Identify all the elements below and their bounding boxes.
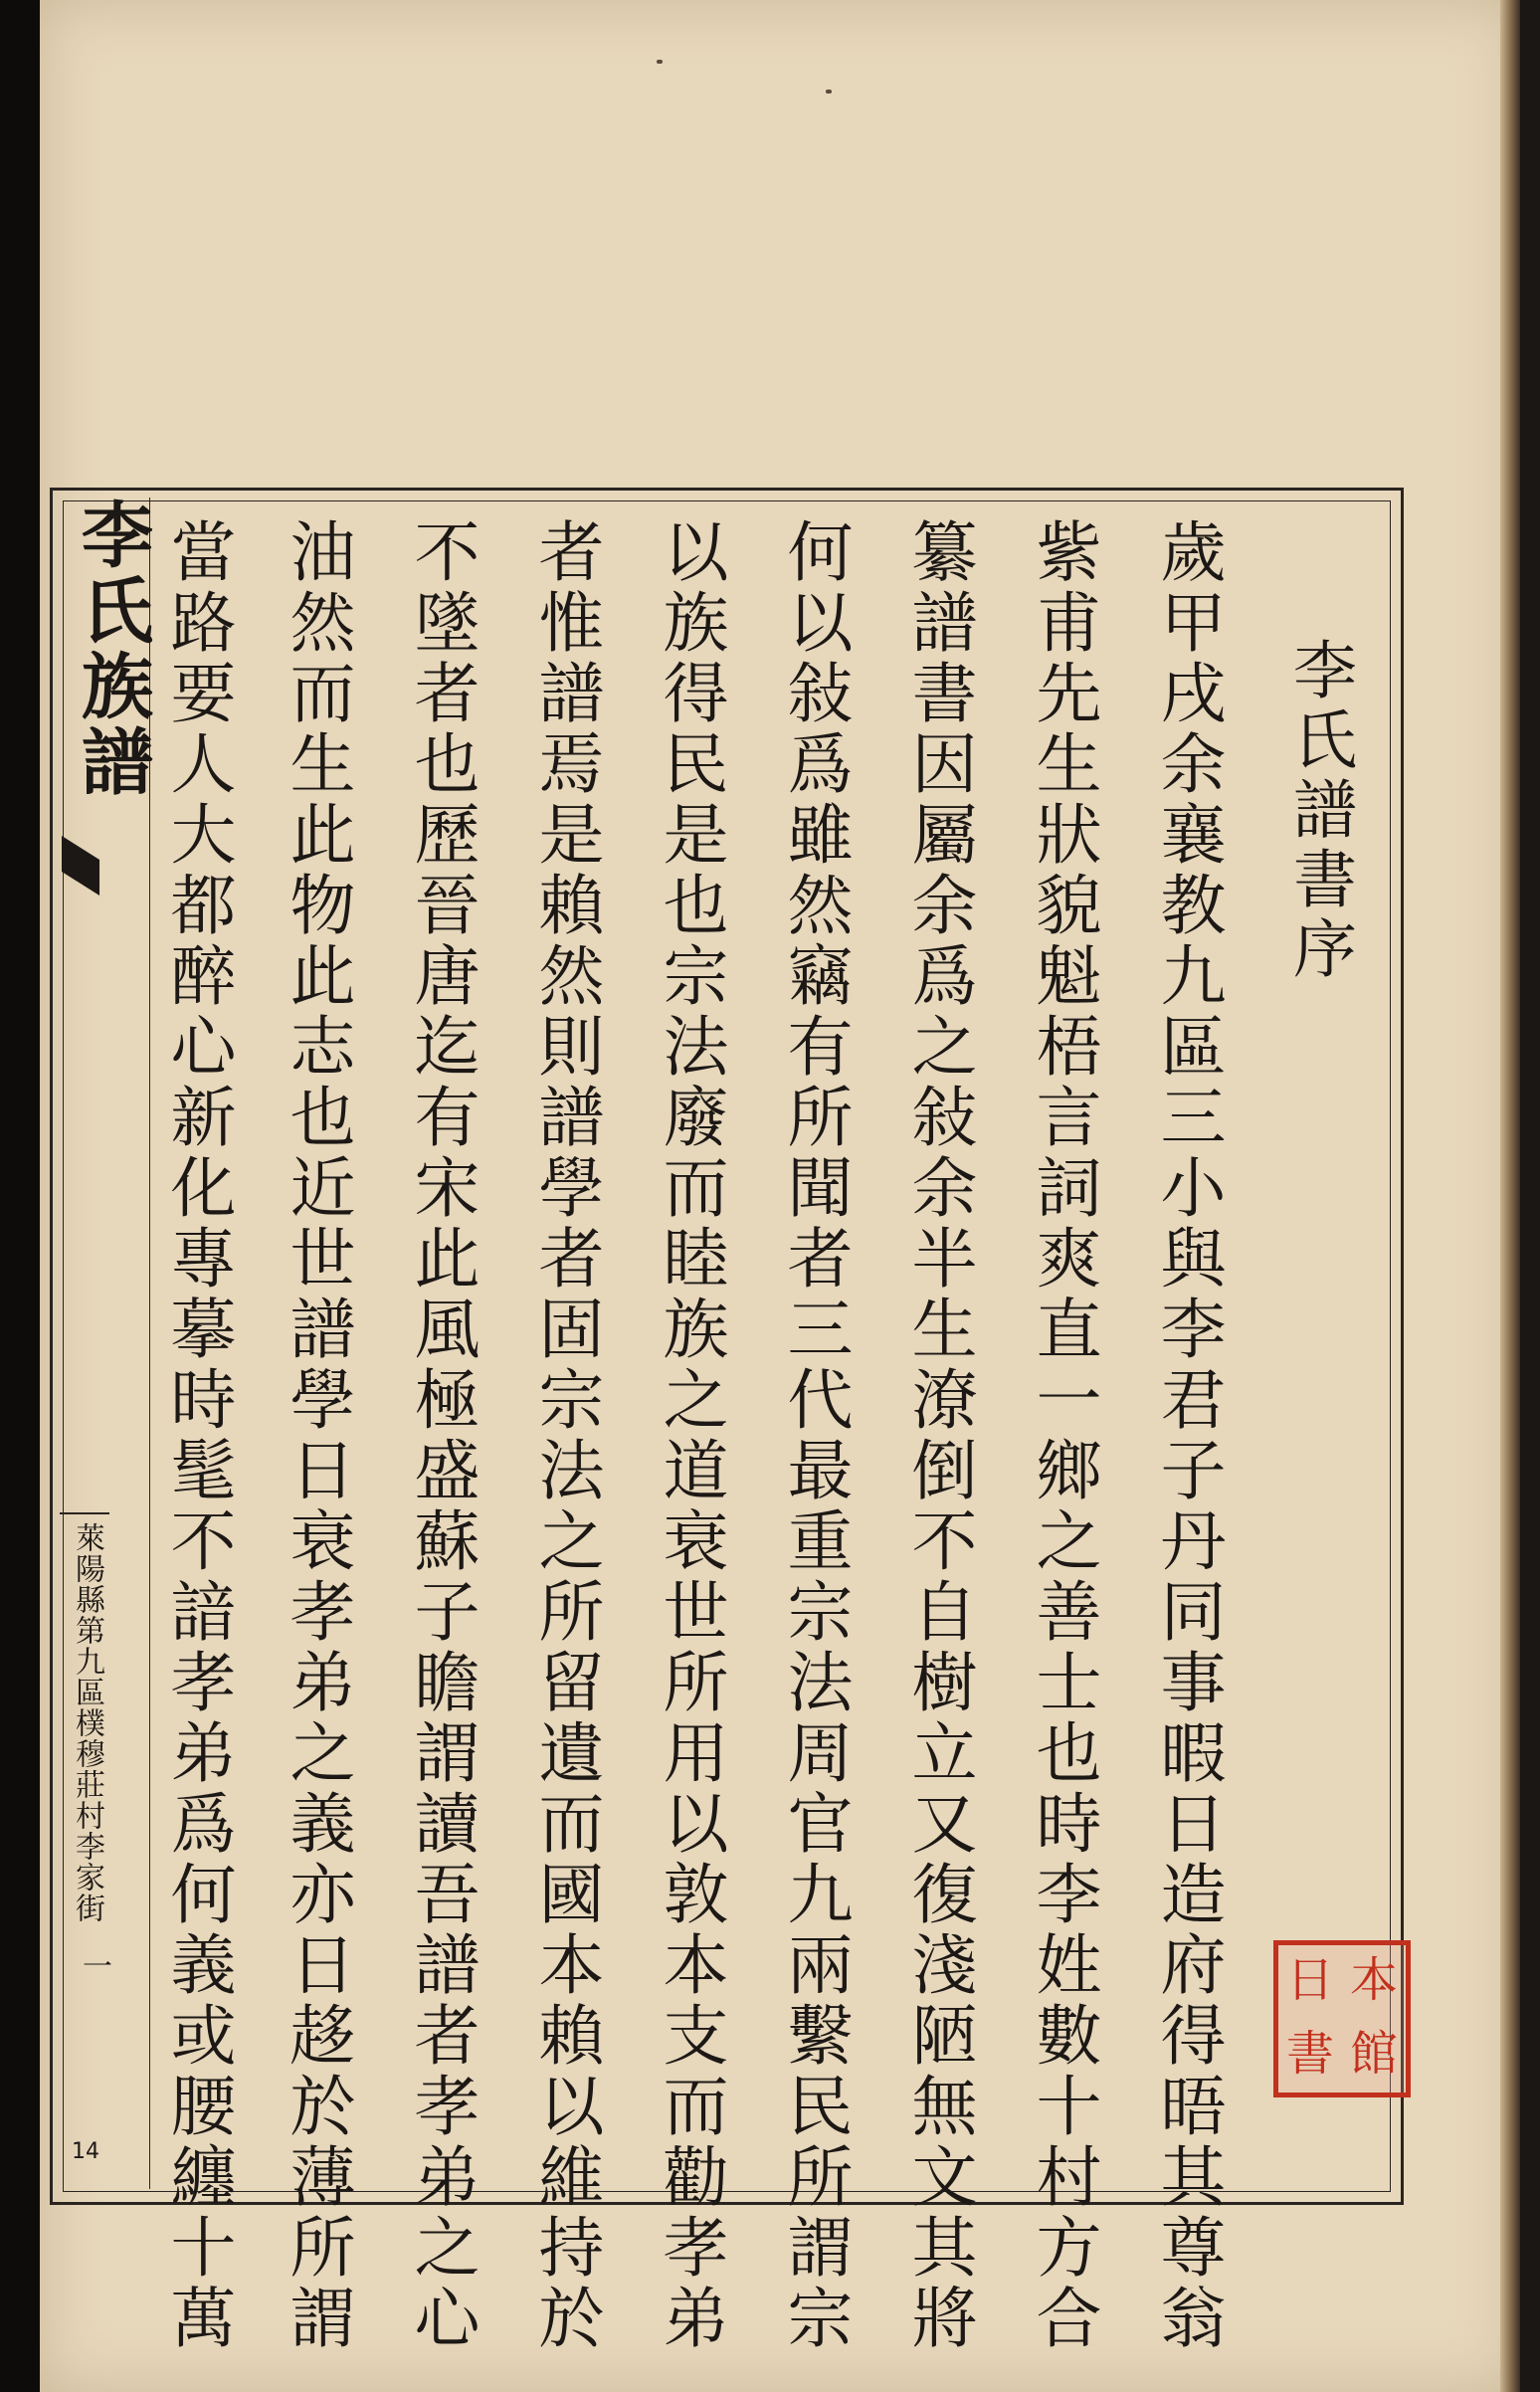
text-column-8: 油然而生此物此志也近世譜學日衰孝弟之義亦日趍於薄所謂 — [279, 517, 355, 2354]
paper-speck — [826, 90, 832, 94]
margin-rule — [60, 1512, 109, 1514]
seal-char: 日 — [1285, 1952, 1334, 2008]
book-spine — [0, 0, 40, 2392]
text-column-7: 不墜者也歷晉唐迄有宋此風極盛蘇子瞻謂讀吾譜者孝弟之心 — [403, 517, 480, 2354]
text-column-5: 以族得民是也宗法廢而睦族之道衰世所用以敦本支而勸孝弟 — [652, 517, 728, 2354]
document-title: 李氏譜書序 — [1282, 637, 1356, 985]
seal-char: 館 — [1349, 2026, 1398, 2082]
text-column-1: 歲甲戌余襄教九區三小與李君子丹同事暇日造府得晤其尊翁 — [1149, 517, 1226, 2354]
library-seal — [1273, 1940, 1411, 2097]
text-column-6: 者惟譜焉是賴然則譜學者固宗法之所留遺而國本賴以維持於 — [527, 517, 604, 2354]
paper-speck — [657, 60, 663, 64]
margin-book-title: 李氏族譜 — [70, 498, 154, 800]
margin-leaf-mark: 一 — [77, 1950, 111, 1980]
text-column-3: 纂譜書因屬余爲之敍余半生潦倒不自樹立又復淺陋無文其將 — [900, 517, 977, 2354]
text-column-9: 當路要人大都醉心新化專摹時髦不諳孝弟爲何義或腰纏十萬 — [159, 517, 236, 2354]
page-edge — [1500, 0, 1520, 2392]
text-column-4: 何以敍爲雖然竊有所聞者三代最重宗法周官九兩繫民所謂宗 — [776, 517, 853, 2354]
page-number: 14 — [72, 2139, 99, 2164]
seal-char: 書 — [1285, 2026, 1334, 2082]
seal-char: 本 — [1349, 1952, 1398, 2008]
margin-address: 萊陽縣第九區樸穆莊村李家街 — [70, 1522, 104, 1923]
text-column-2: 紫甫先生狀貌魁梧言詞爽直一鄉之善士也時李姓數十村方合 — [1025, 517, 1101, 2354]
